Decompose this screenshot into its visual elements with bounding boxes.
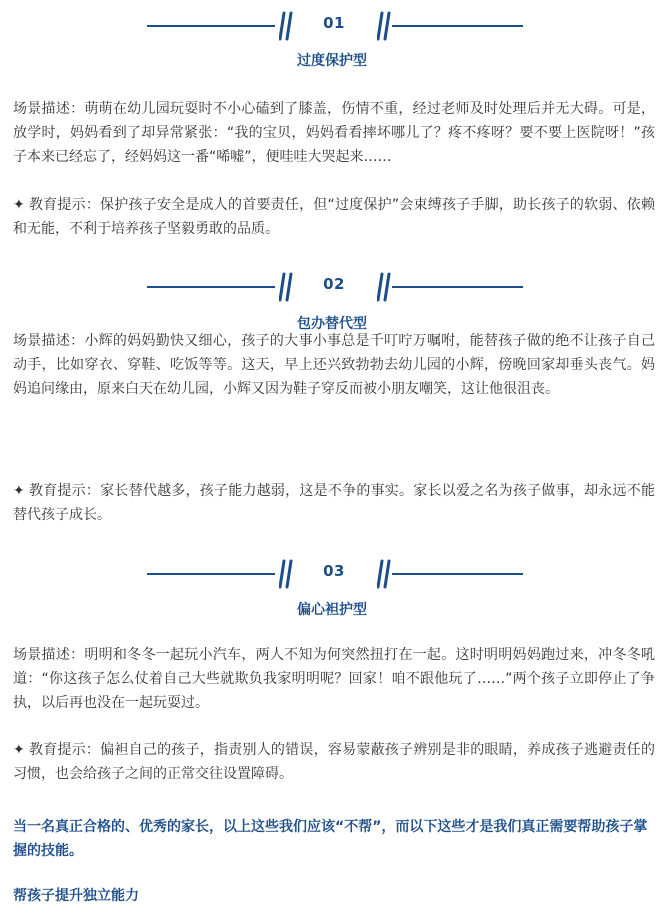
section-header-03 <box>0 556 664 590</box>
double-slash-icon <box>377 272 391 302</box>
scene-description: 场景描述：小辉的妈妈勤快又细心，孩子的大事小事总是千叮咛万嘱咐，能替孩子做的绝不让孩子自己动手，比如穿衣、穿鞋、吃饭等等。这天，早上还兴致勃勃去幼儿园的小辉，傍晚回家却垂头丧气。妈妈追问缘由，原来白天在幼儿园，小辉又因为鞋子穿反而被小朋友嘲笑，这让他很沮丧。 <box>13 333 655 397</box>
divider-line-right <box>392 573 523 575</box>
section-title: 过度保护型 <box>297 53 367 69</box>
section-title: 包办替代型 <box>297 316 367 332</box>
divider-line-left <box>147 25 275 27</box>
education-tip-text: 教育提示：保护孩子安全是成人的首要责任，但“过度保护”会束缚孩子手脚，助长孩子的软弱、依赖和无能，不利于培养孩子坚毅勇敢的品质。 <box>13 197 655 237</box>
education-tip-text: 教育提示：家长替代越多，孩子能力越弱，这是不争的事实。家长以爱之名为孩子做事，却永远不能替代孩子成长。 <box>13 483 655 523</box>
section-title: 偏心袒护型 <box>297 602 367 618</box>
sparkle-icon: ✦ <box>13 483 25 499</box>
education-tip-text: 教育提示：偏袒自己的孩子，指责别人的错误，容易蒙蔽孩子辨别是非的眼睛，养成孩子逃避责任的习惯，也会给孩子之间的正常交往设置障碍。 <box>13 742 655 782</box>
double-slash-icon <box>377 11 391 41</box>
double-slash-icon <box>377 559 391 589</box>
scene-description: 场景描述：明明和冬冬一起玩小汽车，两人不知为何突然扭打在一起。这时明明妈妈跑过来，冲冬冬吼道：“你这孩子怎么仗着自己大些就欺负我家明明呢？回家！咱不跟他玩了……”两个孩子立即停止了争执，以后再也没在一起玩耍过。 <box>13 647 655 711</box>
double-slash-icon <box>279 559 293 589</box>
scene-description: 场景描述：萌萌在幼儿园玩耍时不小心磕到了膝盖，伤情不重，经过老师及时处理后并无大碍。可是，放学时，妈妈看到了却异常紧张：“我的宝贝，妈妈看看摔坏哪儿了？疼不疼呀？要不要上医院呀！”孩子本来已经忘了，经妈妈这一番“唏嘘”，便哇哇大哭起来…… <box>13 101 655 165</box>
education-tip <box>13 193 655 241</box>
section-number: 01 <box>323 14 345 32</box>
double-slash-icon <box>279 272 293 302</box>
education-tip <box>13 479 655 527</box>
divider-line-right <box>392 286 523 288</box>
section-number: 03 <box>323 562 345 580</box>
divider-line-right <box>392 25 523 27</box>
section-header-02 <box>0 269 664 303</box>
subheading: 帮孩子提升独立能力 <box>13 888 139 904</box>
sparkle-icon: ✦ <box>13 197 25 213</box>
education-tip <box>13 738 655 786</box>
divider-line-left <box>147 286 275 288</box>
section-number: 02 <box>323 275 345 293</box>
double-slash-icon <box>279 11 293 41</box>
callout-text: 当一名真正合格的、优秀的家长，以上这些我们应该“不帮”，而以下这些才是我们真正需要帮助孩子掌握的技能。 <box>13 819 648 859</box>
sparkle-icon: ✦ <box>13 742 25 758</box>
section-header-01 <box>0 8 664 42</box>
divider-line-left <box>147 573 275 575</box>
